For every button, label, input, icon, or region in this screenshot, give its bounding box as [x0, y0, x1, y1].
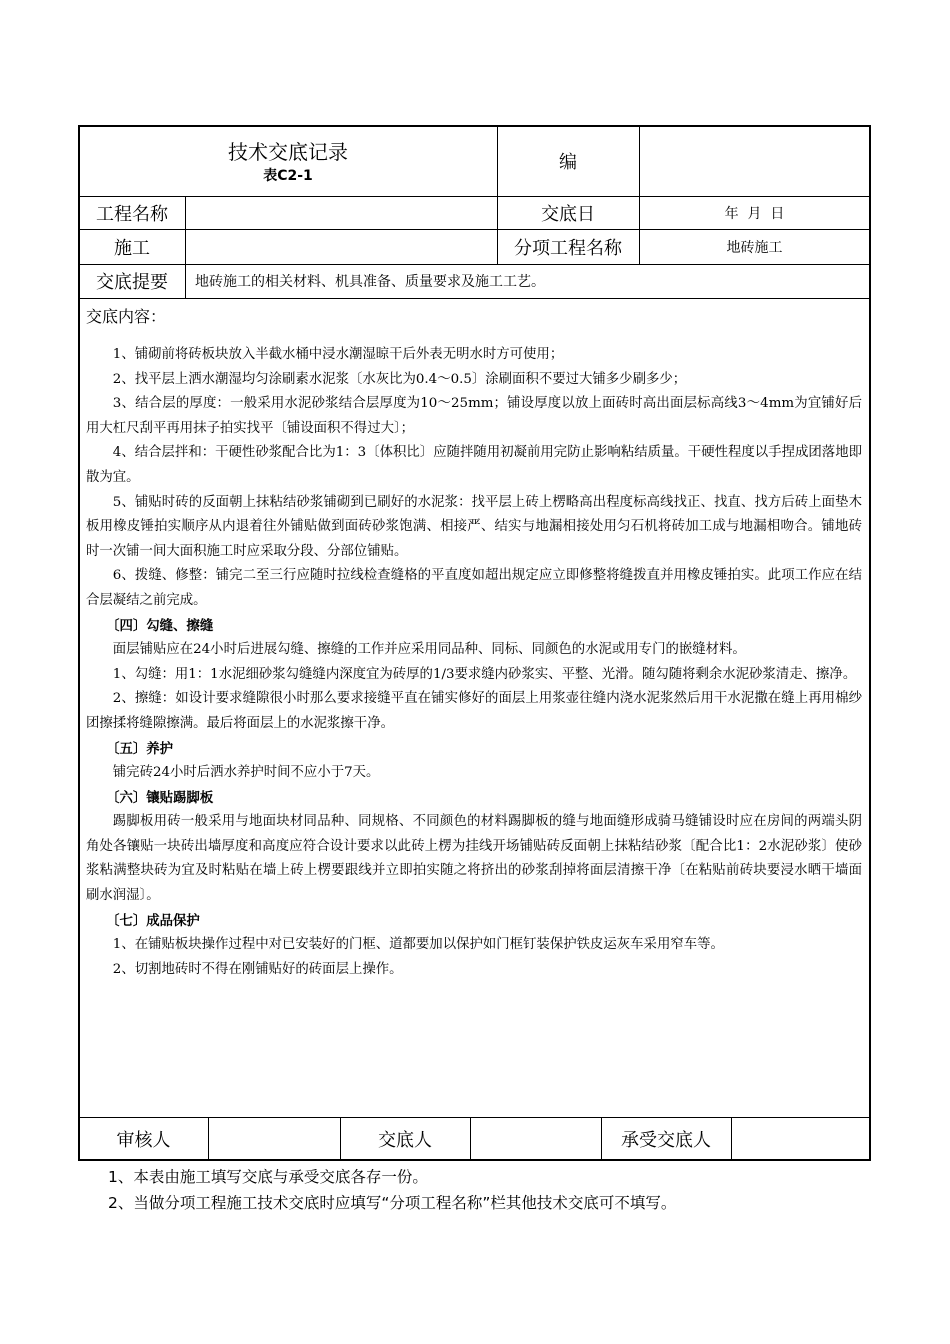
- disclosure-date-field[interactable]: 年 月 日: [724, 205, 785, 222]
- receiver-label: 承受交底人: [621, 1129, 711, 1151]
- content-paragraph: 5、铺贴时砖的反面朝上抹粘结砂浆铺砌到已刷好的水泥浆：找平层上砖上楞略高出程度标高线找正、找直、找方后砖上面垫木板用橡皮锤拍实顺序从内退着往外铺贴做到面砖砂浆饱满、相接严、结实与地漏相接处用匀石机将砖加工成与地漏相吻合。铺地砖时一次铺一间大面积施工时应采取分段、分部位铺贴。: [86, 494, 862, 559]
- form-title: 技术交底记录: [228, 139, 348, 164]
- content-body: [86, 343, 862, 982]
- form-notes: [108, 1164, 676, 1216]
- summary-field[interactable]: 地砖施工的相关材料、机具准备、质量要求及施工工艺。: [195, 274, 545, 290]
- receiver-field[interactable]: [731, 1117, 870, 1160]
- discloser-label: 交底人: [378, 1129, 432, 1151]
- content-paragraph: 2、找平层上洒水潮湿均匀涂刷素水泥浆〔水灰比为0.4～0.5〕涂刷面积不要过大铺多少刷多少；: [112, 371, 687, 387]
- content-paragraph: 1、铺砌前将砖板块放入半截水桶中浸水潮湿晾干后外表无明水时方可使用；: [112, 347, 564, 362]
- disclosure-date-label: 交底日: [541, 203, 595, 225]
- content-paragraph: 1、勾缝：用1：1水泥细砂浆勾缝缝内深度宜为砖厚的1/3要求缝内砂浆实、平整、光滑。随勾随将剩余水泥砂浆清走、擦净。: [112, 666, 857, 682]
- note-line: 2、当做分项工程施工技术交底时应填写“分项工程名称”栏其他技术交底可不填写。: [108, 1194, 677, 1212]
- section-heading: 〔六〕镶贴踢脚板: [106, 789, 214, 806]
- content-paragraph: 踢脚板用砖一般采用与地面块材同品种、同规格、不同颜色的材料踢脚板的缝与地面缝形成骑马缝铺设时应在房间的两端头阴角处各镶贴一块砖出墙厚度和高度应符合设计要求以此砖上楞为挂线开场铺贴砖反面朝上抹粘结砂浆〔配合比1：2水泥砂浆〕使砂浆粘满整块砖为宜及时粘贴在墙上砖上楞要跟线并立即拍实随之将挤出的砂浆刮掉将面层清擦干净〔在粘贴前砖块要浸水晒干墙面刷水润湿〕。: [86, 814, 862, 904]
- row-divider: [79, 298, 870, 299]
- project-name-field[interactable]: [185, 196, 497, 229]
- content-paragraph: 面层铺贴应在24小时后进展勾缝、擦缝的工作并应采用同品种、同标、同颜色的水泥或用专门的嵌缝材料。: [112, 642, 746, 658]
- summary-label: 交底提要: [96, 272, 168, 293]
- section-heading: 〔七〕成品保护: [106, 912, 200, 929]
- construction-field[interactable]: [185, 229, 497, 264]
- discloser-field[interactable]: [470, 1117, 601, 1160]
- note-line: 1、本表由施工填写交底与承受交底各存一份。: [108, 1168, 428, 1186]
- content-paragraph: 2、擦缝：如设计要求缝隙很小时那么要求接缝平直在铺实修好的面层上用浆壶往缝内浇水泥浆然后用干水泥撒在缝上再用棉纱团擦揉将缝隙擦满。最后将面层上的水泥浆擦干净。: [86, 691, 862, 731]
- reviewer-field[interactable]: [208, 1117, 340, 1160]
- bian-value[interactable]: [639, 126, 870, 196]
- section-heading: 〔五〕养护: [106, 740, 174, 757]
- reviewer-label: 审核人: [116, 1129, 171, 1151]
- project-name-label: 工程名称: [96, 203, 168, 225]
- subproject-name-label: 分项工程名称: [514, 237, 622, 259]
- content-paragraph: 2、切割地砖时不得在刚铺贴好的砖面层上操作。: [112, 961, 403, 977]
- subproject-name-field[interactable]: 地砖施工: [726, 239, 783, 256]
- content-label: 交底内容：: [86, 307, 167, 326]
- content-paragraph: 3、结合层的厚度：一般采用水泥砂浆结合层厚度为10～25mm；铺设厚度以放上面砖时高出面层标高线3～4mm为宜铺好后用大杠尺刮平再用抹子拍实找平〔铺设面积不得过大〕；: [86, 396, 862, 436]
- bian-label: 编: [559, 152, 577, 173]
- construction-label: 施工: [114, 237, 150, 259]
- content-paragraph: 4、结合层拌和：干硬性砂浆配合比为1：3〔体积比〕应随拌随用初凝前用完防止影响粘结质量。干硬性程度以手捏成团落地即散为宜。: [86, 445, 862, 485]
- section-heading: 〔四〕勾缝、擦缝: [106, 617, 214, 634]
- content-paragraph: 6、拨缝、修整：铺完二至三行应随时拉线检查缝格的平直度如超出规定应立即修整将缝拨直并用橡皮锤拍实。此项工作应在结合层凝结之前完成。: [86, 568, 862, 608]
- form-number: 表C2-1: [263, 168, 313, 184]
- content-paragraph: 1、在铺贴板块操作过程中对已安装好的门框、道都要加以保护如门框钉装保护铁皮运灰车采用窄车等。: [112, 937, 724, 953]
- content-paragraph: 铺完砖24小时后洒水养护时间不应小于7天。: [112, 765, 380, 781]
